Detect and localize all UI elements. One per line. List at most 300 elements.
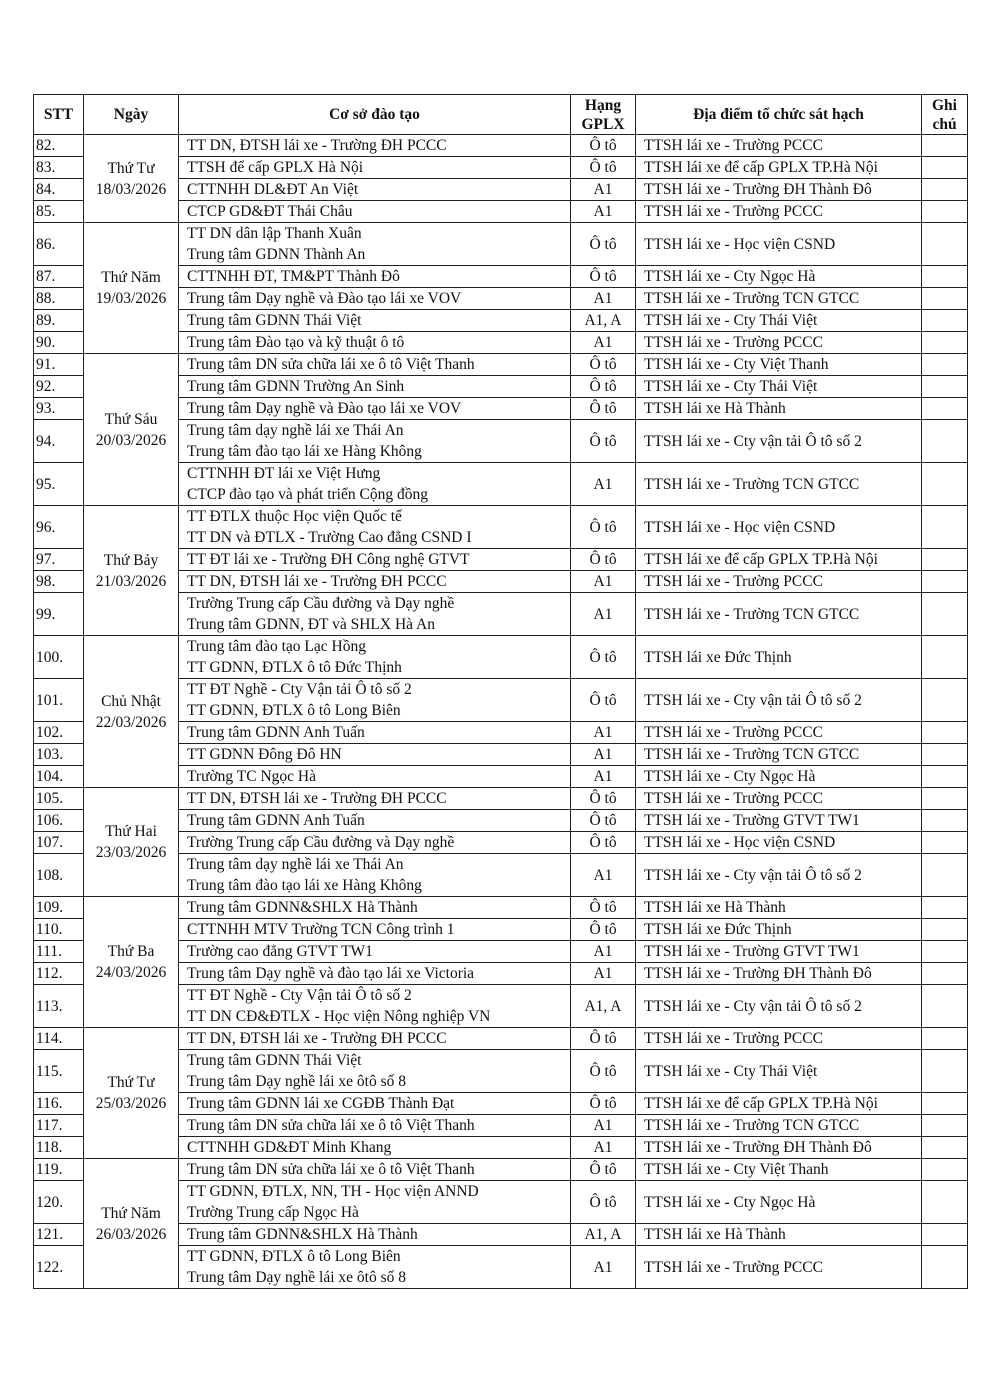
table-row bbox=[34, 1159, 968, 1181]
exam-location-cell: TTSH lái xe - Trường GTVT TW1 bbox=[636, 810, 922, 832]
training-center-name: Trung tâm GDNN Anh Tuấn bbox=[187, 812, 365, 829]
note-cell bbox=[922, 310, 968, 332]
license-class-cell: A1, A bbox=[571, 310, 636, 332]
note-cell bbox=[922, 1246, 968, 1289]
training-center-cell bbox=[179, 854, 571, 897]
training-center-cell bbox=[179, 766, 571, 788]
exam-location-cell: TTSH lái xe - Cty Việt Thanh bbox=[636, 354, 922, 376]
exam-location-cell: TTSH lái xe - Trường ĐH Thành Đô bbox=[636, 1137, 922, 1159]
stt-cell: 90. bbox=[34, 332, 84, 354]
exam-location-cell: TTSH lái xe - Trường ĐH Thành Đô bbox=[636, 963, 922, 985]
note-cell bbox=[922, 398, 968, 420]
stt-cell: 102. bbox=[34, 722, 84, 744]
training-center-cell bbox=[179, 549, 571, 571]
license-class-cell: Ô tô bbox=[571, 788, 636, 810]
table-row bbox=[34, 1028, 968, 1050]
note-cell bbox=[922, 1050, 968, 1093]
training-center-cell bbox=[179, 1246, 571, 1289]
stt-cell: 101. bbox=[34, 679, 84, 722]
stt-cell: 88. bbox=[34, 288, 84, 310]
license-class-cell: Ô tô bbox=[571, 1093, 636, 1115]
training-center-name: TT DN CĐ&ĐTLX - Học viện Nông nghiệp VN bbox=[187, 1008, 491, 1025]
stt-cell: 118. bbox=[34, 1137, 84, 1159]
stt-cell: 108. bbox=[34, 854, 84, 897]
training-center-cell bbox=[179, 571, 571, 593]
training-center-name: TT DN dân lập Thanh Xuân bbox=[187, 225, 362, 242]
training-center-name: CTTNHH GD&ĐT Minh Khang bbox=[187, 1139, 392, 1156]
exam-location-cell: TTSH lái xe - Cty Việt Thanh bbox=[636, 1159, 922, 1181]
training-center-cell bbox=[179, 919, 571, 941]
training-center-name: Trung tâm Đào tạo và kỹ thuật ô tô bbox=[187, 334, 405, 351]
weekday-text: Thứ Sáu bbox=[104, 410, 158, 428]
training-center-cell bbox=[179, 463, 571, 506]
date-text: 22/03/2026 bbox=[95, 713, 167, 731]
training-center-name: Trường Trung cấp Ngọc Hà bbox=[187, 1204, 359, 1221]
exam-location-cell: TTSH lái xe để cấp GPLX TP.Hà Nội bbox=[636, 1093, 922, 1115]
header-ghi-line1: Ghi bbox=[932, 96, 957, 114]
license-class-cell: Ô tô bbox=[571, 1181, 636, 1224]
license-class-cell: Ô tô bbox=[571, 1050, 636, 1093]
stt-cell: 103. bbox=[34, 744, 84, 766]
training-center-cell bbox=[179, 1093, 571, 1115]
training-center-name: Trung tâm GDNN&SHLX Hà Thành bbox=[187, 899, 418, 916]
license-class-cell: A1 bbox=[571, 963, 636, 985]
training-center-cell bbox=[179, 593, 571, 636]
day-cell bbox=[84, 354, 179, 506]
training-center-cell bbox=[179, 788, 571, 810]
license-class-cell: Ô tô bbox=[571, 832, 636, 854]
training-center-name: Trung tâm DN sửa chữa lái xe ô tô Việt Thanh bbox=[187, 1161, 475, 1178]
license-class-cell: Ô tô bbox=[571, 398, 636, 420]
training-center-cell bbox=[179, 506, 571, 549]
training-center-name: Trung tâm đào tạo Lạc Hồng bbox=[187, 638, 366, 655]
stt-cell: 114. bbox=[34, 1028, 84, 1050]
exam-location-cell: TTSH lái xe Hà Thành bbox=[636, 897, 922, 919]
stt-cell: 105. bbox=[34, 788, 84, 810]
license-class-cell: A1 bbox=[571, 463, 636, 506]
license-class-cell: Ô tô bbox=[571, 376, 636, 398]
exam-location-cell: TTSH lái xe - Trường PCCC bbox=[636, 788, 922, 810]
day-cell bbox=[84, 1028, 179, 1159]
stt-cell: 119. bbox=[34, 1159, 84, 1181]
stt-cell: 85. bbox=[34, 201, 84, 223]
date-text: 24/03/2026 bbox=[95, 964, 167, 981]
training-center-name: Trung tâm GDNN lái xe CGĐB Thành Đạt bbox=[187, 1095, 455, 1112]
weekday-text: Thứ Tư bbox=[107, 1074, 155, 1091]
exam-location-cell: TTSH lái xe - Cty Ngọc Hà bbox=[636, 766, 922, 788]
stt-cell: 122. bbox=[34, 1246, 84, 1289]
training-center-name: Trung tâm dạy nghề lái xe Thái An bbox=[187, 856, 404, 873]
exam-location-cell: TTSH lái xe - Học viện CSND bbox=[636, 832, 922, 854]
stt-cell: 95. bbox=[34, 463, 84, 506]
license-class-cell: A1 bbox=[571, 1137, 636, 1159]
day-cell bbox=[84, 506, 179, 636]
training-center-name: CTTNHH DL&ĐT An Việt bbox=[187, 181, 359, 198]
note-cell bbox=[922, 376, 968, 398]
training-center-cell bbox=[179, 288, 571, 310]
stt-cell: 89. bbox=[34, 310, 84, 332]
stt-cell: 92. bbox=[34, 376, 84, 398]
stt-cell: 110. bbox=[34, 919, 84, 941]
note-cell bbox=[922, 810, 968, 832]
license-class-cell: A1 bbox=[571, 571, 636, 593]
exam-location-cell: TTSH lái xe - Trường TCN GTCC bbox=[636, 593, 922, 636]
exam-location-cell: TTSH lái xe - Trường PCCC bbox=[636, 1246, 922, 1289]
weekday-text: Thứ Bảy bbox=[103, 551, 159, 569]
exam-location-cell: TTSH lái xe - Trường TCN GTCC bbox=[636, 463, 922, 506]
weekday-text: Chủ Nhật bbox=[101, 692, 161, 710]
training-center-cell bbox=[179, 179, 571, 201]
note-cell bbox=[922, 1137, 968, 1159]
note-cell bbox=[922, 1115, 968, 1137]
stt-cell: 111. bbox=[34, 941, 84, 963]
note-cell bbox=[922, 941, 968, 963]
training-center-name: Trung tâm Dạy nghề và Đào tạo lái xe VOV bbox=[187, 290, 462, 307]
training-center-cell bbox=[179, 832, 571, 854]
table-row bbox=[34, 788, 968, 810]
note-cell bbox=[922, 571, 968, 593]
note-cell bbox=[922, 788, 968, 810]
training-center-name: Trung tâm GDNN Thành An bbox=[187, 246, 366, 263]
stt-cell: 83. bbox=[34, 157, 84, 179]
training-center-cell bbox=[179, 941, 571, 963]
training-center-cell bbox=[179, 1028, 571, 1050]
license-class-cell: A1 bbox=[571, 766, 636, 788]
note-cell bbox=[922, 593, 968, 636]
exam-location-cell: TTSH lái xe Đức Thịnh bbox=[636, 636, 922, 679]
note-cell bbox=[922, 506, 968, 549]
training-center-name: Trung tâm GDNN Thái Việt bbox=[187, 312, 362, 329]
table-body bbox=[34, 135, 968, 1289]
header-co-so: Cơ sở đào tạo bbox=[179, 95, 571, 135]
stt-cell: 94. bbox=[34, 420, 84, 463]
license-class-cell: A1 bbox=[571, 593, 636, 636]
training-center-cell bbox=[179, 1181, 571, 1224]
note-cell bbox=[922, 549, 968, 571]
note-cell bbox=[922, 1224, 968, 1246]
license-class-cell: Ô tô bbox=[571, 810, 636, 832]
training-center-cell bbox=[179, 636, 571, 679]
header-ghi-line2: chú bbox=[932, 115, 957, 133]
license-class-cell: A1, A bbox=[571, 985, 636, 1028]
license-class-cell: A1 bbox=[571, 941, 636, 963]
training-center-cell bbox=[179, 201, 571, 223]
training-center-name: TT GDNN, ĐTLX, NN, TH - Học viện ANND bbox=[187, 1183, 479, 1200]
header-ngay: Ngày bbox=[84, 95, 179, 135]
note-cell bbox=[922, 897, 968, 919]
stt-cell: 106. bbox=[34, 810, 84, 832]
training-center-cell bbox=[179, 1115, 571, 1137]
license-class-cell: A1 bbox=[571, 744, 636, 766]
weekday-text: Thứ Hai bbox=[105, 823, 157, 840]
stt-cell: 93. bbox=[34, 398, 84, 420]
license-class-cell: A1 bbox=[571, 288, 636, 310]
weekday-text: Thứ Năm bbox=[101, 269, 161, 286]
training-center-cell bbox=[179, 376, 571, 398]
training-center-name: CTCP GD&ĐT Thái Châu bbox=[187, 203, 353, 220]
exam-location-cell: TTSH lái xe - Trường PCCC bbox=[636, 1028, 922, 1050]
license-class-cell: Ô tô bbox=[571, 223, 636, 266]
table-row bbox=[34, 354, 968, 376]
training-center-cell bbox=[179, 398, 571, 420]
training-center-cell bbox=[179, 810, 571, 832]
training-center-cell bbox=[179, 679, 571, 722]
stt-cell: 121. bbox=[34, 1224, 84, 1246]
note-cell bbox=[922, 636, 968, 679]
training-center-name: Trung tâm GDNN Thái Việt bbox=[187, 1052, 362, 1069]
training-center-cell bbox=[179, 1050, 571, 1093]
training-center-cell bbox=[179, 223, 571, 266]
note-cell bbox=[922, 266, 968, 288]
table-row bbox=[34, 135, 968, 157]
note-cell bbox=[922, 420, 968, 463]
table-row bbox=[34, 223, 968, 266]
license-class-cell: Ô tô bbox=[571, 679, 636, 722]
training-center-name: Trung tâm đào tạo lái xe Hàng Không bbox=[187, 443, 422, 460]
stt-cell: 86. bbox=[34, 223, 84, 266]
training-center-name: Trung tâm GDNN, ĐT và SHLX Hà An bbox=[187, 616, 435, 633]
training-center-cell bbox=[179, 963, 571, 985]
table-row bbox=[34, 506, 968, 549]
day-cell bbox=[84, 788, 179, 897]
license-class-cell: Ô tô bbox=[571, 135, 636, 157]
training-center-cell bbox=[179, 135, 571, 157]
training-center-name: TT ĐT Nghề - Cty Vận tải Ô tô số 2 bbox=[187, 681, 412, 698]
exam-location-cell: TTSH lái xe - Cty Ngọc Hà bbox=[636, 1181, 922, 1224]
training-center-name: TT GDNN, ĐTLX ô tô Long Biên bbox=[187, 702, 401, 719]
training-center-name: CTTNHH ĐT lái xe Việt Hưng bbox=[187, 465, 381, 482]
training-center-name: TT ĐT lái xe - Trường ĐH Công nghệ GTVT bbox=[187, 551, 470, 568]
license-class-cell: Ô tô bbox=[571, 636, 636, 679]
exam-location-cell: TTSH lái xe - Trường GTVT TW1 bbox=[636, 941, 922, 963]
note-cell bbox=[922, 288, 968, 310]
stt-cell: 104. bbox=[34, 766, 84, 788]
date-text: 23/03/2026 bbox=[95, 844, 167, 861]
training-center-cell bbox=[179, 332, 571, 354]
license-class-cell: A1 bbox=[571, 854, 636, 897]
training-center-name: Trường Trung cấp Cầu đường và Dạy nghề bbox=[187, 834, 455, 851]
note-cell bbox=[922, 679, 968, 722]
date-text: 19/03/2026 bbox=[95, 290, 167, 307]
exam-schedule-sheet bbox=[33, 94, 967, 1289]
exam-location-cell: TTSH lái xe Đức Thịnh bbox=[636, 919, 922, 941]
header-ghi-chu bbox=[922, 95, 968, 135]
stt-cell: 107. bbox=[34, 832, 84, 854]
training-center-cell bbox=[179, 985, 571, 1028]
exam-location-cell: TTSH lái xe - Cty vận tải Ô tô số 2 bbox=[636, 420, 922, 463]
note-cell bbox=[922, 463, 968, 506]
note-cell bbox=[922, 157, 968, 179]
training-center-cell bbox=[179, 310, 571, 332]
day-cell bbox=[84, 897, 179, 1028]
exam-location-cell: TTSH lái xe - Trường ĐH Thành Đô bbox=[636, 179, 922, 201]
note-cell bbox=[922, 985, 968, 1028]
license-class-cell: A1 bbox=[571, 722, 636, 744]
exam-schedule-table bbox=[33, 94, 968, 1289]
header-row bbox=[34, 95, 968, 135]
license-class-cell: Ô tô bbox=[571, 919, 636, 941]
license-class-cell: A1 bbox=[571, 332, 636, 354]
license-class-cell: Ô tô bbox=[571, 266, 636, 288]
exam-location-cell: TTSH lái xe - Cty Ngọc Hà bbox=[636, 266, 922, 288]
training-center-name: Trung tâm Dạy nghề và Đào tạo lái xe VOV bbox=[187, 400, 462, 417]
training-center-cell bbox=[179, 722, 571, 744]
license-class-cell: Ô tô bbox=[571, 157, 636, 179]
header-hang-line1: Hạng bbox=[584, 96, 622, 114]
training-center-name: Trung tâm GDNN Anh Tuấn bbox=[187, 724, 365, 741]
stt-cell: 115. bbox=[34, 1050, 84, 1093]
weekday-text: Thứ Năm bbox=[101, 1204, 161, 1222]
training-center-cell bbox=[179, 266, 571, 288]
stt-cell: 109. bbox=[34, 897, 84, 919]
license-class-cell: A1 bbox=[571, 201, 636, 223]
stt-cell: 91. bbox=[34, 354, 84, 376]
license-class-cell: A1, A bbox=[571, 1224, 636, 1246]
license-class-cell: Ô tô bbox=[571, 897, 636, 919]
note-cell bbox=[922, 179, 968, 201]
exam-location-cell: TTSH lái xe - Cty vận tải Ô tô số 2 bbox=[636, 679, 922, 722]
note-cell bbox=[922, 854, 968, 897]
training-center-cell bbox=[179, 1137, 571, 1159]
training-center-cell bbox=[179, 157, 571, 179]
training-center-name: TT GDNN, ĐTLX ô tô Long Biên bbox=[187, 1248, 401, 1265]
day-cell bbox=[84, 135, 179, 223]
training-center-name: CTCP đào tạo và phát triển Cộng đồng bbox=[187, 486, 428, 503]
note-cell bbox=[922, 832, 968, 854]
stt-cell: 113. bbox=[34, 985, 84, 1028]
exam-location-cell: TTSH lái xe - Trường PCCC bbox=[636, 722, 922, 744]
header-hang-line2: GPLX bbox=[581, 115, 625, 133]
training-center-cell bbox=[179, 354, 571, 376]
note-cell bbox=[922, 1181, 968, 1224]
header-stt: STT bbox=[34, 95, 84, 135]
training-center-name: TT GDNN, ĐTLX ô tô Đức Thịnh bbox=[187, 659, 402, 676]
stt-cell: 87. bbox=[34, 266, 84, 288]
stt-cell: 99. bbox=[34, 593, 84, 636]
training-center-name: TT GDNN Đông Đô HN bbox=[187, 746, 342, 763]
date-text: 26/03/2026 bbox=[95, 1225, 167, 1243]
exam-location-cell: TTSH lái xe - Trường PCCC bbox=[636, 201, 922, 223]
exam-location-cell: TTSH lái xe để cấp GPLX TP.Hà Nội bbox=[636, 157, 922, 179]
license-class-cell: Ô tô bbox=[571, 506, 636, 549]
note-cell bbox=[922, 201, 968, 223]
license-class-cell: A1 bbox=[571, 179, 636, 201]
date-text: 18/03/2026 bbox=[95, 180, 167, 198]
note-cell bbox=[922, 223, 968, 266]
training-center-name: TT DN, ĐTSH lái xe - Trường ĐH PCCC bbox=[187, 1030, 447, 1047]
license-class-cell: Ô tô bbox=[571, 354, 636, 376]
stt-cell: 120. bbox=[34, 1181, 84, 1224]
date-text: 20/03/2026 bbox=[95, 431, 167, 449]
training-center-name: TTSH để cấp GPLX Hà Nội bbox=[187, 159, 364, 176]
training-center-name: Trường cao đẳng GTVT TW1 bbox=[187, 943, 373, 960]
stt-cell: 82. bbox=[34, 135, 84, 157]
exam-location-cell: TTSH lái xe - Học viện CSND bbox=[636, 223, 922, 266]
training-center-name: Trung tâm GDNN Trường An Sinh bbox=[187, 378, 405, 395]
stt-cell: 116. bbox=[34, 1093, 84, 1115]
stt-cell: 96. bbox=[34, 506, 84, 549]
day-cell bbox=[84, 1159, 179, 1289]
exam-location-cell: TTSH lái xe - Cty vận tải Ô tô số 2 bbox=[636, 985, 922, 1028]
exam-location-cell: TTSH lái xe - Học viện CSND bbox=[636, 506, 922, 549]
note-cell bbox=[922, 332, 968, 354]
note-cell bbox=[922, 722, 968, 744]
stt-cell: 98. bbox=[34, 571, 84, 593]
day-cell bbox=[84, 223, 179, 354]
stt-cell: 97. bbox=[34, 549, 84, 571]
training-center-name: TT DN và ĐTLX - Trường Cao đẳng CSND I bbox=[187, 529, 472, 546]
license-class-cell: A1 bbox=[571, 1246, 636, 1289]
license-class-cell: Ô tô bbox=[571, 549, 636, 571]
exam-location-cell: TTSH lái xe - Cty Thái Việt bbox=[636, 310, 922, 332]
exam-location-cell: TTSH lái xe - Trường PCCC bbox=[636, 571, 922, 593]
table-row bbox=[34, 636, 968, 679]
note-cell bbox=[922, 963, 968, 985]
stt-cell: 117. bbox=[34, 1115, 84, 1137]
exam-location-cell: TTSH lái xe Hà Thành bbox=[636, 1224, 922, 1246]
weekday-text: Thứ Ba bbox=[107, 943, 155, 960]
note-cell bbox=[922, 766, 968, 788]
note-cell bbox=[922, 135, 968, 157]
exam-location-cell: TTSH lái xe Hà Thành bbox=[636, 398, 922, 420]
training-center-cell bbox=[179, 420, 571, 463]
training-center-name: Trung tâm Dạy nghề lái xe ôtô số 8 bbox=[187, 1073, 406, 1090]
license-class-cell: Ô tô bbox=[571, 1159, 636, 1181]
exam-location-cell: TTSH lái xe - Trường PCCC bbox=[636, 332, 922, 354]
training-center-name: Trung tâm dạy nghề lái xe Thái An bbox=[187, 422, 404, 439]
table-row bbox=[34, 897, 968, 919]
training-center-name: TT DN, ĐTSH lái xe - Trường ĐH PCCC bbox=[187, 790, 447, 807]
training-center-name: Trung tâm Dạy nghề lái xe ôtô số 8 bbox=[187, 1269, 406, 1286]
note-cell bbox=[922, 1093, 968, 1115]
license-class-cell: A1 bbox=[571, 1115, 636, 1137]
exam-location-cell: TTSH lái xe - Cty vận tải Ô tô số 2 bbox=[636, 854, 922, 897]
note-cell bbox=[922, 1028, 968, 1050]
training-center-name: Trường Trung cấp Cầu đường và Dạy nghề bbox=[187, 595, 455, 612]
stt-cell: 84. bbox=[34, 179, 84, 201]
day-cell bbox=[84, 636, 179, 788]
training-center-name: Trung tâm DN sửa chữa lái xe ô tô Việt Thanh bbox=[187, 1117, 475, 1134]
training-center-name: CTTNHH MTV Trường TCN Công trình 1 bbox=[187, 921, 455, 938]
exam-location-cell: TTSH lái xe - Trường TCN GTCC bbox=[636, 288, 922, 310]
training-center-cell bbox=[179, 897, 571, 919]
note-cell bbox=[922, 744, 968, 766]
header-dia-diem: Địa điểm tổ chức sát hạch bbox=[636, 95, 922, 135]
exam-location-cell: TTSH lái xe để cấp GPLX TP.Hà Nội bbox=[636, 549, 922, 571]
weekday-text: Thứ Tư bbox=[107, 159, 155, 177]
training-center-name: Trung tâm GDNN&SHLX Hà Thành bbox=[187, 1226, 418, 1243]
license-class-cell: Ô tô bbox=[571, 420, 636, 463]
training-center-cell bbox=[179, 1159, 571, 1181]
exam-location-cell: TTSH lái xe - Cty Thái Việt bbox=[636, 1050, 922, 1093]
note-cell bbox=[922, 1159, 968, 1181]
date-text: 25/03/2026 bbox=[95, 1095, 167, 1112]
stt-cell: 112. bbox=[34, 963, 84, 985]
exam-location-cell: TTSH lái xe - Trường TCN GTCC bbox=[636, 744, 922, 766]
training-center-name: TT ĐTLX thuộc Học viện Quốc tế bbox=[187, 508, 402, 525]
stt-cell: 100. bbox=[34, 636, 84, 679]
note-cell bbox=[922, 354, 968, 376]
exam-location-cell: TTSH lái xe - Trường TCN GTCC bbox=[636, 1115, 922, 1137]
training-center-name: CTTNHH ĐT, TM&PT Thành Đô bbox=[187, 268, 400, 285]
training-center-name: TT DN, ĐTSH lái xe - Trường ĐH PCCC bbox=[187, 137, 447, 154]
training-center-name: TT DN, ĐTSH lái xe - Trường ĐH PCCC bbox=[187, 573, 447, 590]
training-center-name: Trung tâm DN sửa chữa lái xe ô tô Việt Thanh bbox=[187, 356, 475, 373]
note-cell bbox=[922, 919, 968, 941]
exam-location-cell: TTSH lái xe - Cty Thái Việt bbox=[636, 376, 922, 398]
header-hang-gplx bbox=[571, 95, 636, 135]
training-center-name: TT ĐT Nghề - Cty Vận tải Ô tô số 2 bbox=[187, 987, 412, 1004]
